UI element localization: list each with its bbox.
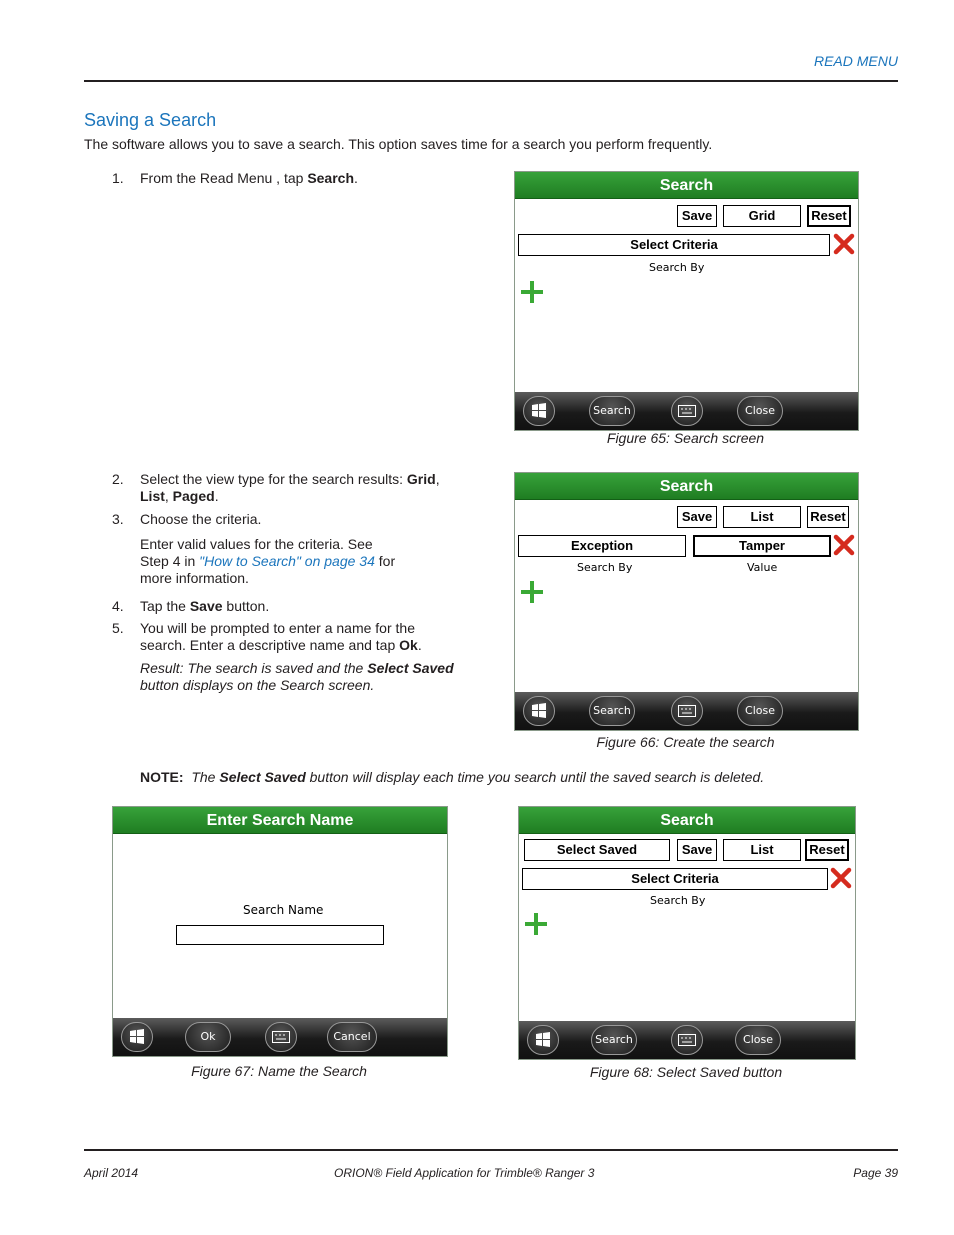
list-button[interactable]: List — [723, 839, 801, 861]
windows-start-icon[interactable] — [121, 1022, 153, 1052]
step-number: 2. — [112, 471, 124, 487]
step-number: 1. — [112, 170, 124, 186]
search-by-label: Search By — [650, 894, 706, 907]
bottom-bar — [113, 1018, 447, 1056]
search-button[interactable]: Search — [591, 1025, 637, 1055]
delete-x-icon[interactable] — [833, 534, 855, 556]
keyboard-icon[interactable] — [265, 1022, 297, 1052]
footer-date: April 2014 — [84, 1166, 139, 1180]
intro-text: The software allows you to save a search. This option saves time for a search you perform frequently. — [84, 136, 713, 152]
select-criteria-field[interactable]: Select Criteria — [518, 234, 830, 256]
step-3-detail: Enter valid values for the criteria. See Step 4 in "How to Search" on page 34 for more information. — [140, 536, 396, 586]
exception-field[interactable]: Exception — [518, 535, 686, 557]
step-3: Choose the criteria. — [140, 511, 262, 527]
screen-title: Search — [519, 807, 855, 834]
delete-x-icon[interactable] — [830, 867, 852, 889]
search-name-label: Search Name — [243, 903, 324, 917]
running-header: READ MENU — [813, 53, 898, 69]
footer-title: ORION® Field Application for Trimble® Ranger 3 — [334, 1166, 595, 1180]
windows-start-icon[interactable] — [523, 396, 555, 426]
add-plus-icon[interactable] — [519, 579, 545, 605]
how-to-search-link[interactable]: "How to Search" on page 34 — [199, 553, 375, 569]
delete-x-icon[interactable] — [833, 233, 855, 255]
note-label: NOTE: — [140, 769, 184, 785]
section-title: Saving a Search — [84, 110, 217, 130]
grid-button[interactable]: Grid — [723, 205, 801, 227]
add-plus-icon[interactable] — [523, 911, 549, 937]
keyboard-icon[interactable] — [671, 696, 703, 726]
footer-page-number: Page 39 — [853, 1166, 898, 1180]
step-5-result: Result: The search is saved and the Select Saved button displays on the Search screen. — [140, 660, 454, 693]
keyboard-icon[interactable] — [671, 396, 703, 426]
select-criteria-field[interactable]: Select Criteria — [522, 868, 828, 890]
search-name-input[interactable] — [176, 925, 384, 945]
screen-title: Search — [515, 172, 858, 199]
save-button[interactable]: Save — [677, 205, 717, 227]
close-button[interactable]: Close — [735, 1025, 781, 1055]
close-button[interactable]: Close — [737, 396, 783, 426]
tamper-field[interactable]: Tamper — [693, 535, 831, 557]
figure-66-screen — [514, 472, 859, 731]
figure-67-screen — [112, 806, 448, 1057]
note: NOTE: The Select Saved button will display each time you search until the saved search is deleted. — [140, 769, 765, 785]
figure-caption: Figure 65: Search screen — [606, 430, 765, 446]
step-4: Tap the Save button. — [140, 598, 270, 614]
search-button[interactable]: Search — [589, 696, 635, 726]
screen-title: Enter Search Name — [113, 807, 447, 834]
list-button[interactable]: List — [723, 506, 801, 528]
cancel-button[interactable]: Cancel — [327, 1022, 377, 1052]
close-button[interactable]: Close — [737, 696, 783, 726]
bottom-bar — [515, 392, 858, 430]
ok-button[interactable]: Ok — [185, 1022, 231, 1052]
search-button[interactable]: Search — [589, 396, 635, 426]
figure-caption: Figure 68: Select Saved button — [589, 1064, 783, 1080]
footer-rule — [84, 1149, 898, 1151]
save-button[interactable]: Save — [677, 506, 717, 528]
bottom-bar — [519, 1021, 855, 1059]
figure-68-screen — [518, 806, 856, 1060]
value-label: Value — [747, 561, 778, 574]
figure-65-screen — [514, 171, 859, 431]
step-1: From the Read Menu , tap Search. — [140, 170, 358, 186]
figure-caption: Figure 66: Create the search — [596, 734, 775, 750]
reset-button[interactable]: Reset — [805, 839, 849, 861]
step-number: 5. — [112, 620, 124, 636]
reset-button[interactable]: Reset — [807, 506, 849, 528]
add-plus-icon[interactable] — [519, 279, 545, 305]
reset-button[interactable]: Reset — [807, 205, 851, 227]
step-number: 4. — [112, 598, 124, 614]
select-saved-button[interactable]: Select Saved — [524, 839, 670, 861]
bottom-bar — [515, 692, 858, 730]
step-2: Select the view type for the search results: Grid, List, Paged. — [140, 471, 440, 504]
step-5: You will be prompted to enter a name for the search. Enter a descriptive name and tap Ok. — [140, 620, 422, 653]
figure-caption: Figure 67: Name the Search — [191, 1063, 367, 1079]
save-button[interactable]: Save — [677, 839, 717, 861]
windows-start-icon[interactable] — [523, 696, 555, 726]
search-by-label: Search By — [577, 561, 633, 574]
screen-title: Search — [515, 473, 858, 500]
header-rule — [84, 80, 898, 82]
search-by-label: Search By — [649, 261, 705, 274]
step-number: 3. — [112, 511, 124, 527]
keyboard-icon[interactable] — [671, 1025, 703, 1055]
windows-start-icon[interactable] — [527, 1025, 559, 1055]
